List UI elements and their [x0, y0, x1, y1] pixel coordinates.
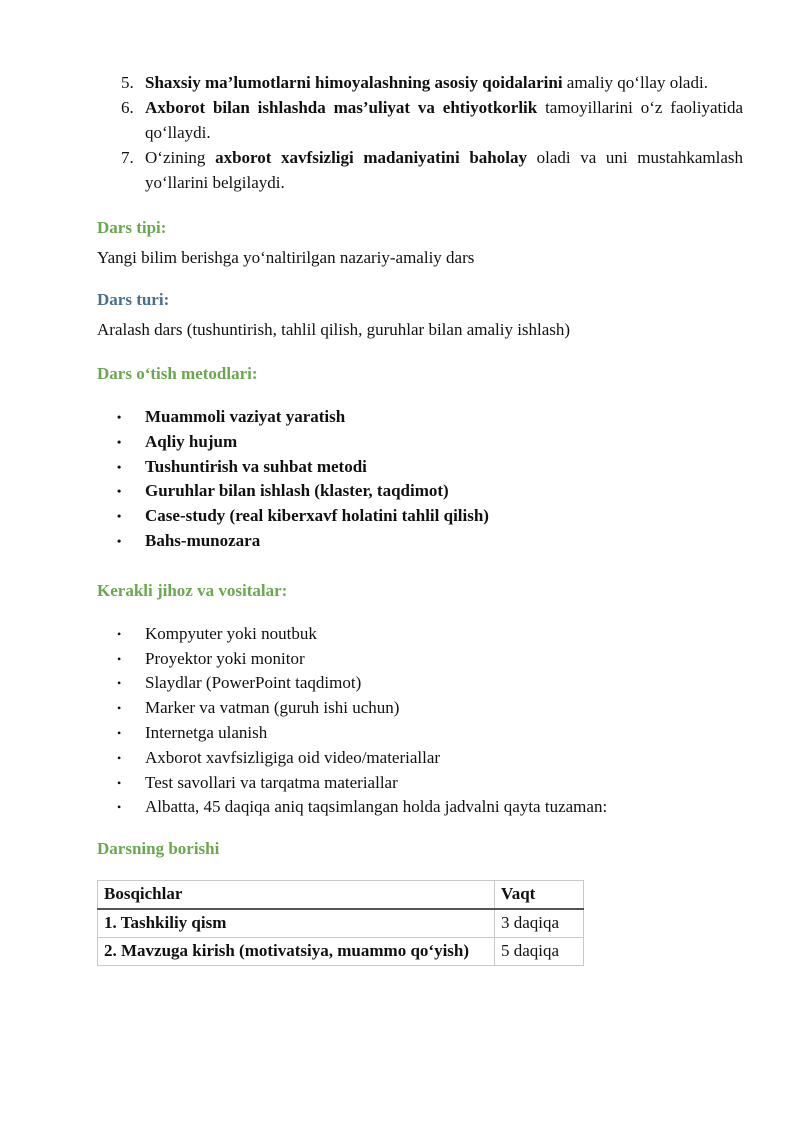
bullet-dot-icon: •: [117, 434, 122, 449]
item-number: 7.: [121, 148, 134, 167]
jihozlar-heading: Kerakli jihoz va vositalar:: [97, 580, 288, 600]
item-bold-text: Shaxsiy ma’lumotlarni himoyalashning asosiy qoidalarini: [145, 73, 563, 92]
bullet-dot-icon: •: [117, 701, 122, 716]
item-bold-text: axborot xavfsizligi madaniyatini baholay: [215, 148, 527, 167]
metodlar-heading: Dars o‘tish metodlari:: [97, 364, 258, 383]
table-row: [98, 938, 584, 966]
time-cell: 5 daqiqa: [495, 938, 584, 966]
metodlar-list: [97, 405, 743, 554]
list-item: • Aqliy hujum: [97, 430, 743, 455]
item-bold-text: Axborot bilan ishlashda mas’uliyat va ehtiyotkorlik: [145, 98, 538, 117]
list-item: • Marker va vatman (guruh ishi uchun): [97, 696, 743, 721]
list-item: • Case-study (real kiberxavf holatini tahlil qilish): [97, 504, 743, 529]
bullet-dot-icon: •: [117, 775, 122, 790]
list-item: • Albatta, 45 daqiqa aniq taqsimlangan holda jadvalni qayta tuzaman:: [97, 795, 743, 820]
lesson-plan-table: [97, 880, 584, 966]
list-item: [97, 145, 743, 195]
borishi-heading: Darsning borishi: [97, 839, 220, 859]
list-item: • Internetga ulanish: [97, 721, 743, 746]
bullet-dot-icon: •: [117, 651, 122, 666]
bullet-dot-icon: •: [117, 533, 122, 548]
list-item: • Tushuntirish va suhbat metodi: [97, 455, 743, 480]
item-number: 5.: [121, 73, 134, 92]
item-text: O‘zining: [145, 148, 216, 167]
table-header-row: [98, 881, 584, 910]
column-header: Vaqt: [495, 881, 584, 910]
column-header: Bosqichlar: [98, 881, 495, 910]
jihozlar-list: [97, 622, 743, 820]
bullet-dot-icon: •: [117, 725, 122, 740]
dars-turi-heading: Dars turi:: [97, 290, 170, 309]
list-item: • Axborot xavfsizligiga oid video/materiallar: [97, 746, 743, 771]
list-item: • Guruhlar bilan ishlash (klaster, taqdimot): [97, 479, 743, 504]
item-text: tamoyillarini o‘z faoliyatida qo‘llaydi.: [145, 98, 743, 142]
stage-cell: 1. Tashkiliy qism: [98, 909, 495, 938]
list-item: • Bahs-munozara: [97, 529, 743, 554]
item-number: 6.: [121, 98, 134, 117]
bullet-dot-icon: •: [117, 800, 122, 815]
item-text: amaliy qo‘llay oladi.: [562, 73, 708, 92]
list-item: [97, 95, 743, 145]
bullet-dot-icon: •: [117, 676, 122, 691]
list-item: • Proyektor yoki monitor: [97, 647, 743, 672]
dars-tipi-text: Yangi bilim berishga yo‘naltirilgan nazariy-amaliy dars: [97, 248, 475, 267]
bullet-dot-icon: •: [117, 509, 122, 524]
time-cell: 3 daqiqa: [495, 909, 584, 938]
list-item: • Muammoli vaziyat yaratish: [97, 405, 743, 430]
dars-turi-text: Aralash dars (tushuntirish, tahlil qilish, guruhlar bilan amaliy ishlash): [97, 320, 571, 339]
list-item: [97, 70, 743, 95]
bullet-dot-icon: •: [117, 626, 122, 641]
objectives-list: [97, 70, 743, 195]
list-item: • Kompyuter yoki noutbuk: [97, 622, 743, 647]
stage-cell: 2. Mavzuga kirish (motivatsiya, muammo qo‘yish): [98, 938, 495, 966]
bullet-dot-icon: •: [117, 484, 122, 499]
item-text: oladi va uni mustahkamlash yo‘llarini belgilaydi.: [145, 148, 743, 192]
list-item: • Test savollari va tarqatma materiallar: [97, 771, 743, 796]
table-row: [98, 909, 584, 938]
bullet-dot-icon: •: [117, 410, 122, 424]
bullet-dot-icon: •: [117, 750, 122, 765]
bullet-dot-icon: •: [117, 459, 122, 474]
dars-tipi-heading: Dars tipi:: [97, 218, 167, 237]
list-item: • Slaydlar (PowerPoint taqdimot): [97, 671, 743, 696]
